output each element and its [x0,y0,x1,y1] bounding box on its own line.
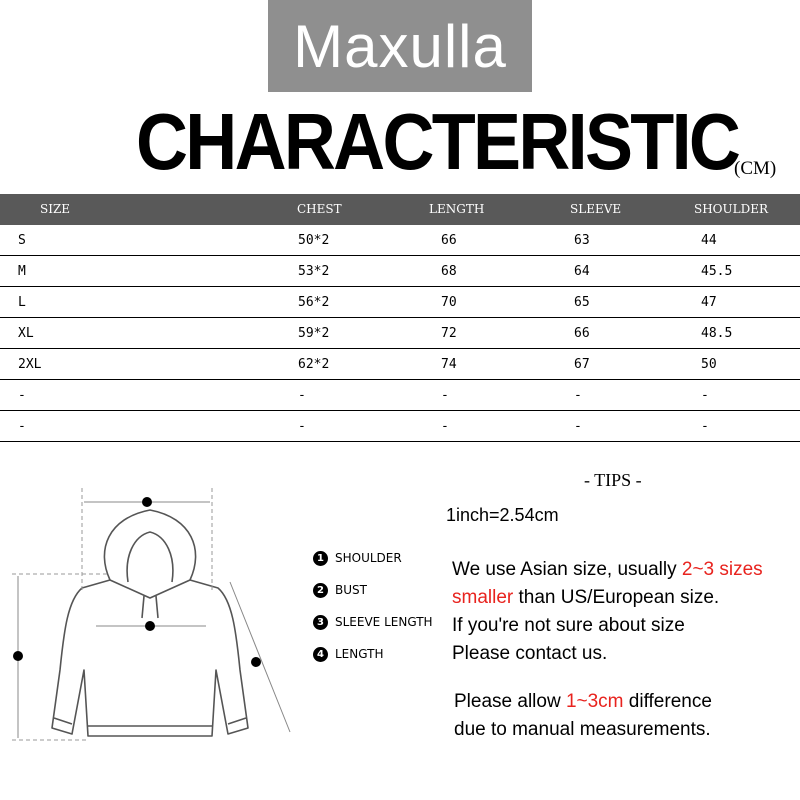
note-text: We use Asian size, usually [452,559,682,580]
cell-size: 2XL [18,357,42,372]
legend-label: SHOULDER [335,551,402,565]
note-line [452,556,797,584]
cell-size: XL [18,326,34,341]
cell-length: - [441,419,449,434]
cell-length: 72 [441,326,457,341]
cell-sleeve: 66 [574,326,590,341]
size-table [0,194,800,442]
legend-item [313,638,453,670]
legend-item [313,542,453,574]
legend-item [313,574,453,606]
cell-shoulder: 50 [701,357,717,372]
measurement-note [454,688,799,744]
cell-size: L [18,295,26,310]
unit-label: (CM) [734,158,777,179]
cell-shoulder: 45.5 [701,264,733,279]
note-text: than US/European size. [513,587,720,608]
cell-length: 74 [441,357,457,372]
note-highlight: 1~3cm [565,691,624,712]
note-line [454,688,799,716]
cell-shoulder: 48.5 [701,326,733,341]
legend-item [313,606,453,638]
note-line: If you're not sure about size [452,615,685,636]
legend-number-icon: 2 [313,583,328,598]
cell-size: M [18,264,26,279]
cell-sleeve: 64 [574,264,590,279]
page-title: CHARACTERISTIC [136,97,739,186]
tips-title: - TIPS - [584,470,642,490]
table-row [0,411,800,442]
header-length: LENGTH [429,202,485,216]
legend-label: BUST [335,583,367,597]
note-text: Please allow [454,691,566,712]
cell-length: 66 [441,233,457,248]
note-highlight: smaller [452,587,514,608]
table-row [0,318,800,349]
cell-chest: 56*2 [298,295,330,310]
legend-number-icon: 3 [313,615,328,630]
table-row [0,256,800,287]
header-chest: CHEST [297,202,342,216]
header-size: SIZE [40,202,71,216]
cell-shoulder: - [701,419,709,434]
note-line: due to manual measurements. [454,719,711,740]
note-line [452,584,797,612]
note-highlight: 2~3 sizes [681,559,763,580]
cell-shoulder: 47 [701,295,717,310]
cell-length: 68 [441,264,457,279]
table-row [0,349,800,380]
table-row [0,287,800,318]
cell-chest: 62*2 [298,357,330,372]
cell-length: - [441,388,449,403]
table-row [0,380,800,411]
legend-label: LENGTH [335,647,384,661]
cell-chest: 53*2 [298,264,330,279]
cell-chest: - [298,388,306,403]
size-note [452,556,797,668]
cell-chest: - [298,419,306,434]
cell-size: S [18,233,26,248]
table-header [0,194,800,225]
brand-logo: Maxulla [268,0,532,92]
table-row [0,225,800,256]
cell-sleeve: 67 [574,357,590,372]
cell-sleeve: 63 [574,233,590,248]
cell-sleeve: - [574,419,582,434]
legend-label: SLEEVE LENGTH [335,615,433,629]
cell-size: - [18,388,26,403]
cell-sleeve: - [574,388,582,403]
header-shoulder: SHOULDER [694,202,769,216]
cell-size: - [18,419,26,434]
legend-number-icon: 1 [313,551,328,566]
cell-shoulder: 44 [701,233,717,248]
note-line: Please contact us. [452,643,608,664]
cell-chest: 59*2 [298,326,330,341]
header-sleeve: SLEEVE [570,202,622,216]
note-text: difference [623,691,712,712]
inch-conversion: 1inch=2.54cm [446,505,559,525]
hoodie-diagram-icon [0,470,300,780]
cell-length: 70 [441,295,457,310]
measurement-legend [313,542,453,670]
legend-number-icon: 4 [313,647,328,662]
cell-shoulder: - [701,388,709,403]
cell-chest: 50*2 [298,233,330,248]
cell-sleeve: 65 [574,295,590,310]
